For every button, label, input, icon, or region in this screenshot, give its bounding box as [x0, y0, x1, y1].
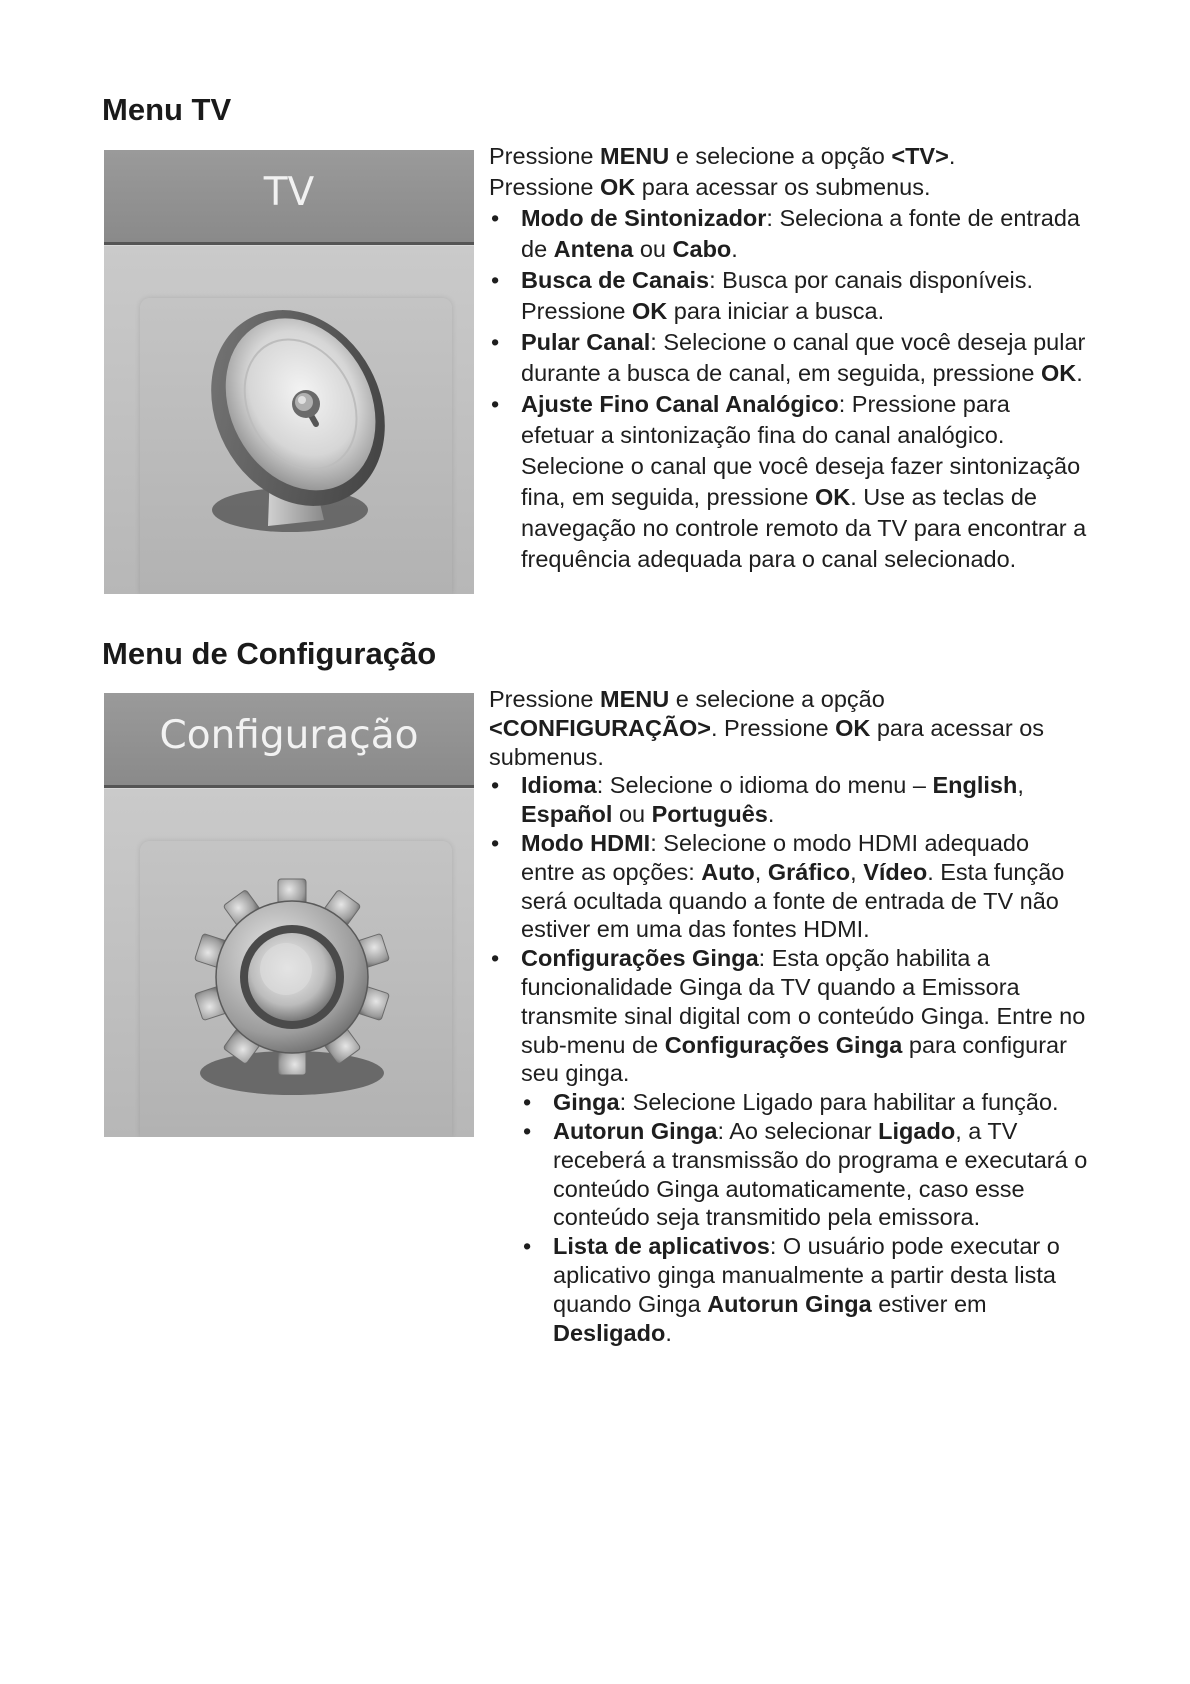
- list-item: • Lista de aplicativos: O usuário pode executar o aplicativo ginga manualmente a partir desta lista quando Ginga Autorun Ginga estiver em Desligado.: [489, 1232, 1089, 1347]
- config-options-list: [489, 771, 1089, 1088]
- panel-header: [104, 693, 474, 785]
- list-item: • Busca de Canais: Busca por canais disponíveis. Pressione OK para iniciar a busca.: [489, 265, 1089, 327]
- ginga-sub-options-list: [489, 1088, 1089, 1347]
- divider: [104, 785, 474, 789]
- section-title-tv: Menu TV: [102, 92, 232, 127]
- list-item: • Pular Canal: Selecione o canal que você deseja pular durante a busca de canal, em seguida, pressione OK.: [489, 327, 1089, 389]
- divider: [104, 242, 474, 246]
- panel-label: TV: [263, 170, 315, 215]
- icon-card: [140, 298, 452, 594]
- config-menu-description: [489, 685, 1089, 1347]
- gear-icon: [140, 841, 452, 1137]
- list-item: • Idioma: Selecione o idioma do menu – English, Español ou Português.: [489, 771, 1089, 829]
- list-item: • Ajuste Fino Canal Analógico: Pressione para efetuar a sintonização fina do canal analógico. Selecione o canal que você deseja fazer sintonização fina, em seguida, pressione OK. Use as teclas de navegação no controle remoto da TV para encontrar a frequência adequada para o canal selecionado.: [489, 389, 1089, 575]
- tv-intro-line-1: Pressione MENU e selecione a opção <TV>.: [489, 143, 956, 169]
- tv-menu-description: [489, 141, 1089, 575]
- tv-menu-panel: [104, 150, 474, 594]
- list-item: • Modo de Sintonizador: Seleciona a fonte de entrada de Antena ou Cabo.: [489, 203, 1089, 265]
- panel-header: [104, 150, 474, 242]
- list-item: • Modo HDMI: Selecione o modo HDMI adequado entre as opções: Auto, Gráfico, Vídeo. Esta função será ocultada quando a fonte de entrada de TV não estiver em uma das fontes HDMI.: [489, 829, 1089, 944]
- panel-label: Configuração: [159, 713, 419, 758]
- config-menu-panel: [104, 693, 474, 1137]
- list-item: • Configurações Ginga: Esta opção habilita a funcionalidade Ginga da TV quando a Emissora transmite sinal digital com o conteúdo Ginga. Entre no sub-menu de Configurações Ginga para configurar seu ginga.: [489, 944, 1089, 1088]
- config-intro: Pressione MENU e selecione a opção <CONFIGURAÇÃO>. Pressione OK para acessar os submenus.: [489, 686, 1045, 770]
- list-item: • Autorun Ginga: Ao selecionar Ligado, a TV receberá a transmissão do programa e executará o conteúdo Ginga automaticamente, caso esse conteúdo seja transmitido pela emissora.: [489, 1117, 1089, 1232]
- section-title-config: Menu de Configuração: [102, 636, 437, 671]
- tv-options-list: [489, 203, 1089, 575]
- tv-intro-line-2: Pressione OK para acessar os submenus.: [489, 174, 931, 200]
- satellite-dish-icon: [140, 298, 452, 594]
- icon-card: [140, 841, 452, 1137]
- list-item: • Ginga: Selecione Ligado para habilitar a função.: [489, 1088, 1089, 1117]
